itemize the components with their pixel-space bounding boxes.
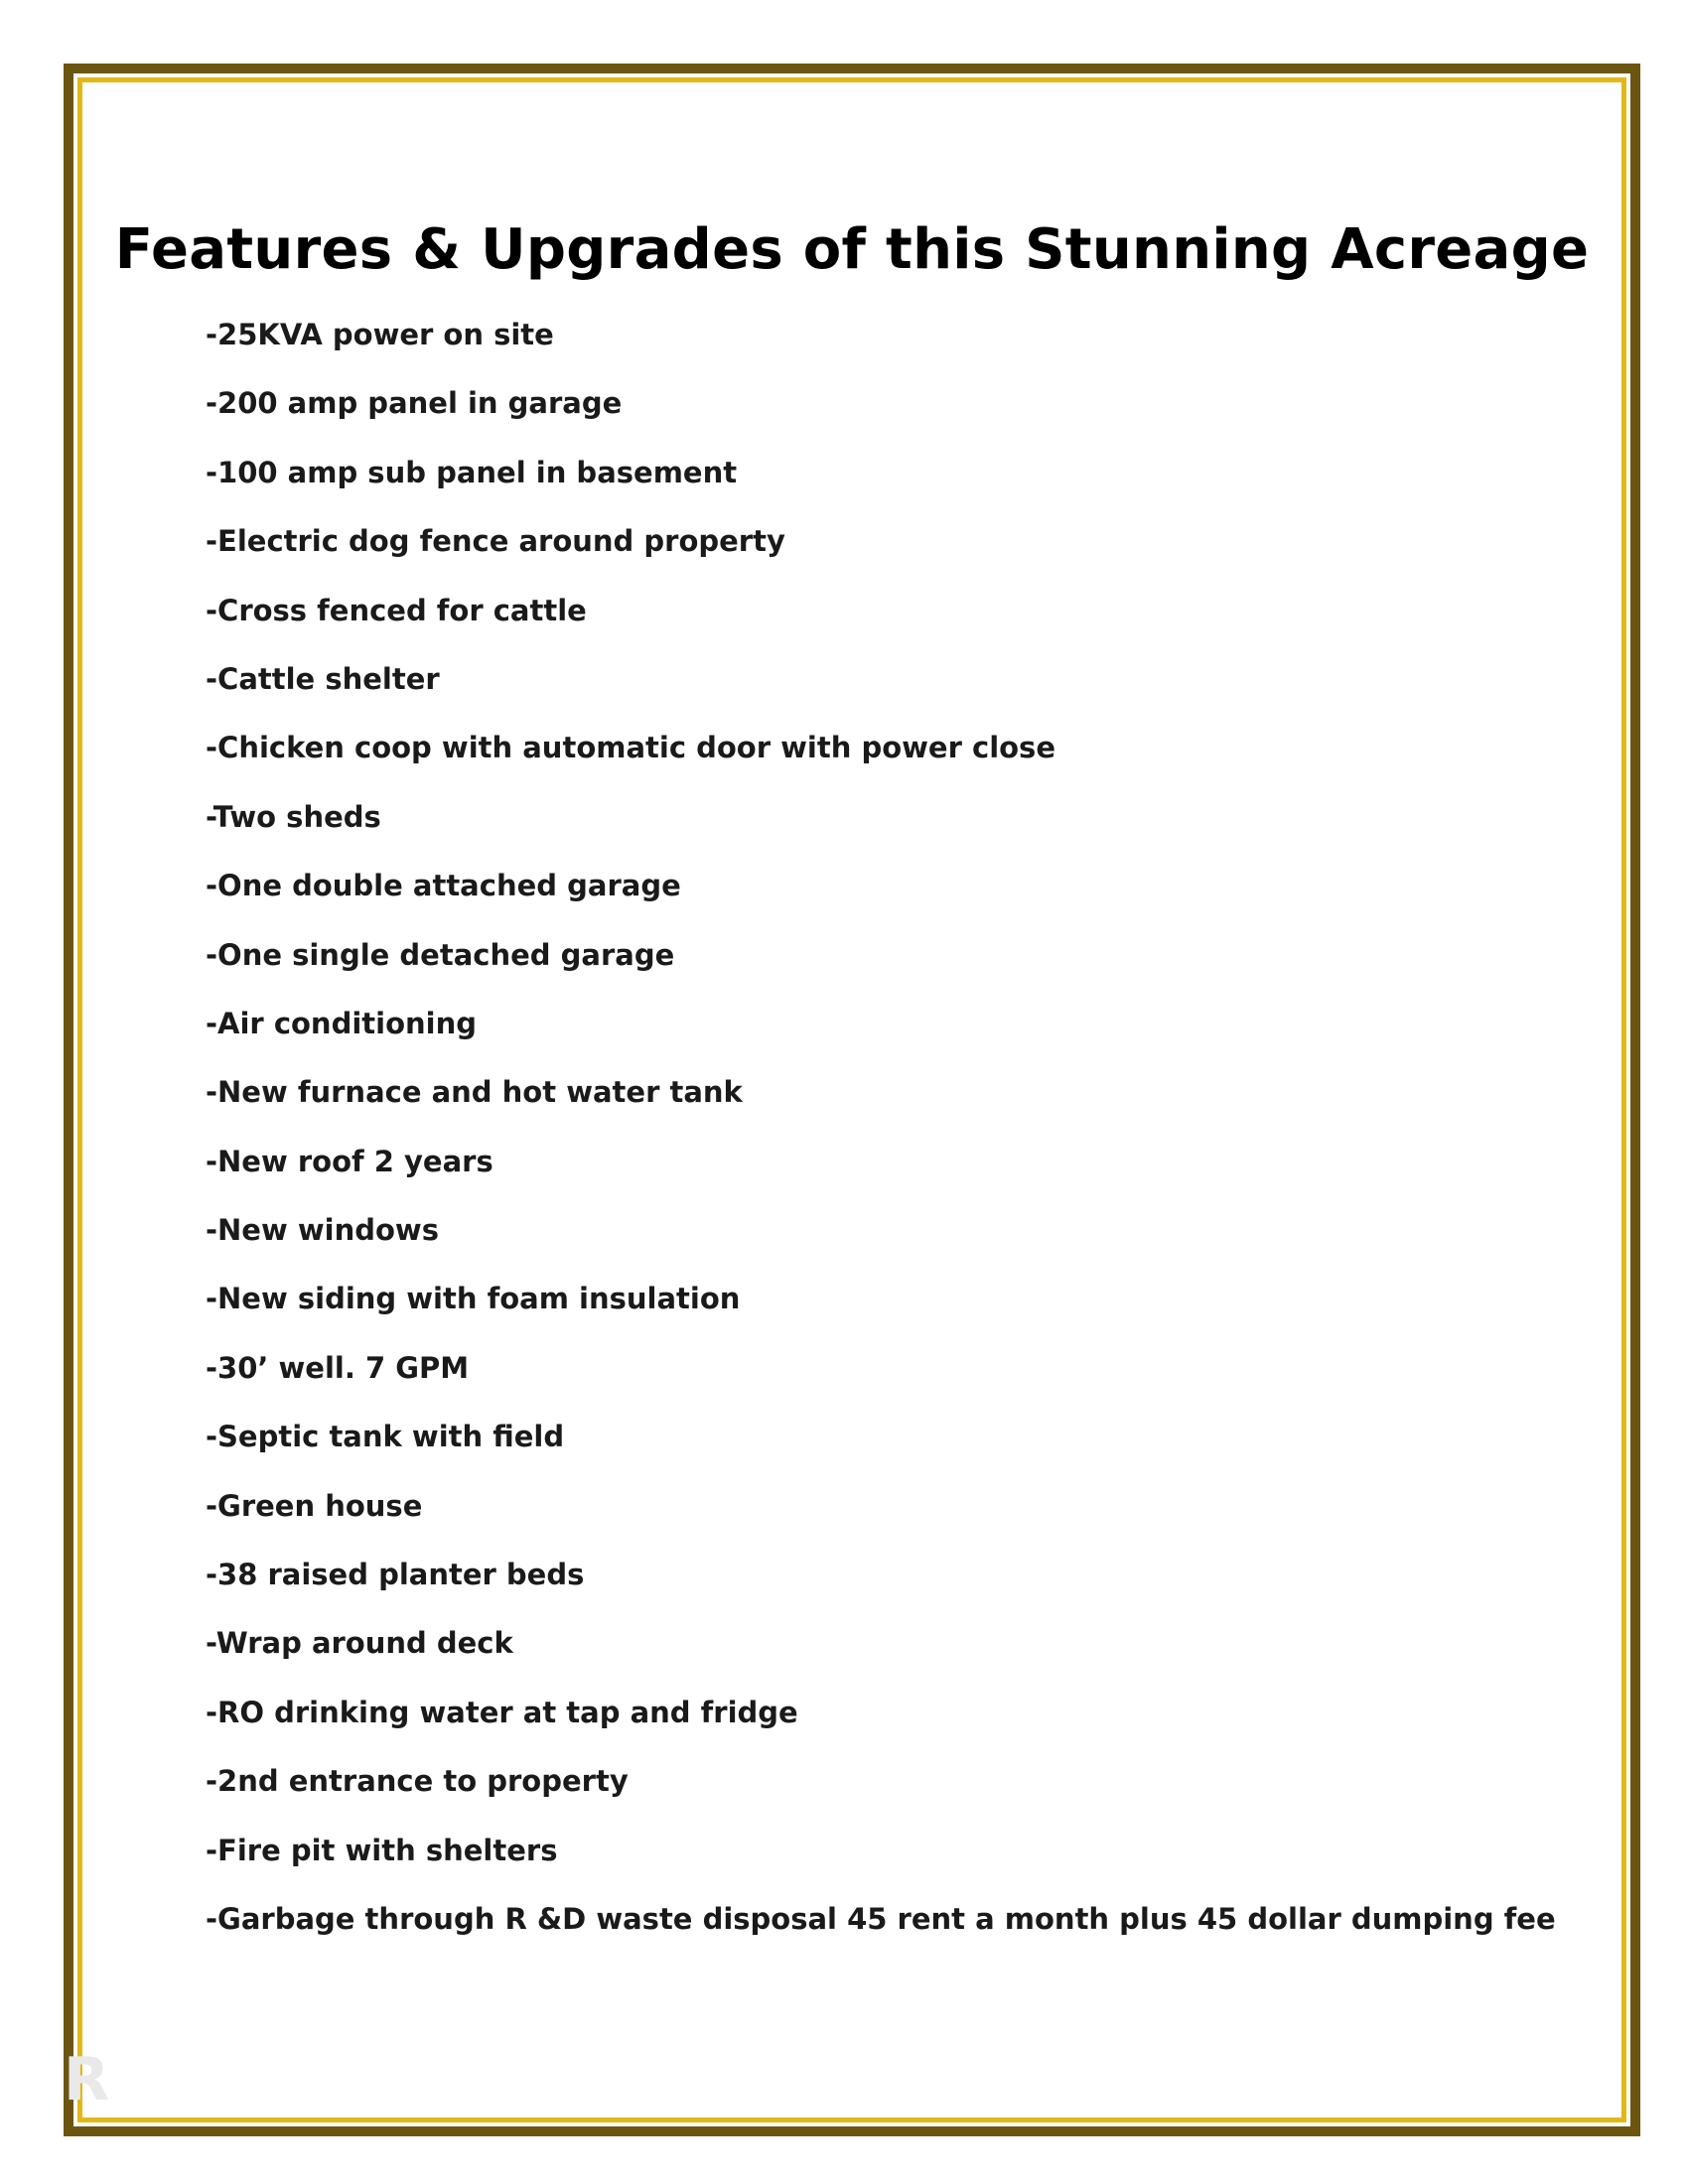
list-item: -Cattle shelter xyxy=(206,661,440,696)
list-item: -New windows xyxy=(206,1213,439,1248)
list-item: -Electric dog fence around property xyxy=(206,524,785,559)
list-item: -Air conditioning xyxy=(206,1006,477,1040)
page-frame-inner xyxy=(77,77,1626,2122)
list-item: -One single detached garage xyxy=(206,937,675,972)
list-item: -30’ well. 7 GPM xyxy=(206,1350,470,1385)
feature-list xyxy=(206,315,1556,1968)
list-item: -Cross fenced for cattle xyxy=(206,593,587,627)
list-item: -New furnace and hot water tank xyxy=(206,1075,743,1110)
list-item: -New roof 2 years xyxy=(206,1144,493,1178)
list-item: -Chicken coop with automatic door with power close xyxy=(206,731,1055,765)
page-frame-outer xyxy=(64,64,1640,2136)
list-item: -Garbage through R &D waste disposal 45 rent a month plus 45 dollar dumping fee xyxy=(206,1901,1556,1936)
list-item: -New siding with foam insulation xyxy=(206,1282,741,1316)
list-item: -25KVA power on site xyxy=(206,318,554,351)
list-item: -Green house xyxy=(206,1488,423,1523)
list-item: -Wrap around deck xyxy=(206,1626,513,1661)
list-item: -Fire pit with shelters xyxy=(206,1833,558,1867)
page-title: Features & Upgrades of this Stunning Acreage xyxy=(114,217,1590,282)
list-item: -200 amp panel in garage xyxy=(206,386,623,421)
list-item: -2nd entrance to property xyxy=(206,1764,629,1799)
list-item: -RO drinking water at tap and fridge xyxy=(206,1695,798,1729)
list-item: -Septic tank with field xyxy=(206,1420,565,1454)
watermark-logo: R xyxy=(64,2045,110,2115)
list-item: -One double attached garage xyxy=(206,869,681,903)
list-item: -100 amp sub panel in basement xyxy=(206,455,738,489)
list-item: -Two sheds xyxy=(206,799,381,834)
list-item: -38 raised planter beds xyxy=(206,1558,585,1592)
